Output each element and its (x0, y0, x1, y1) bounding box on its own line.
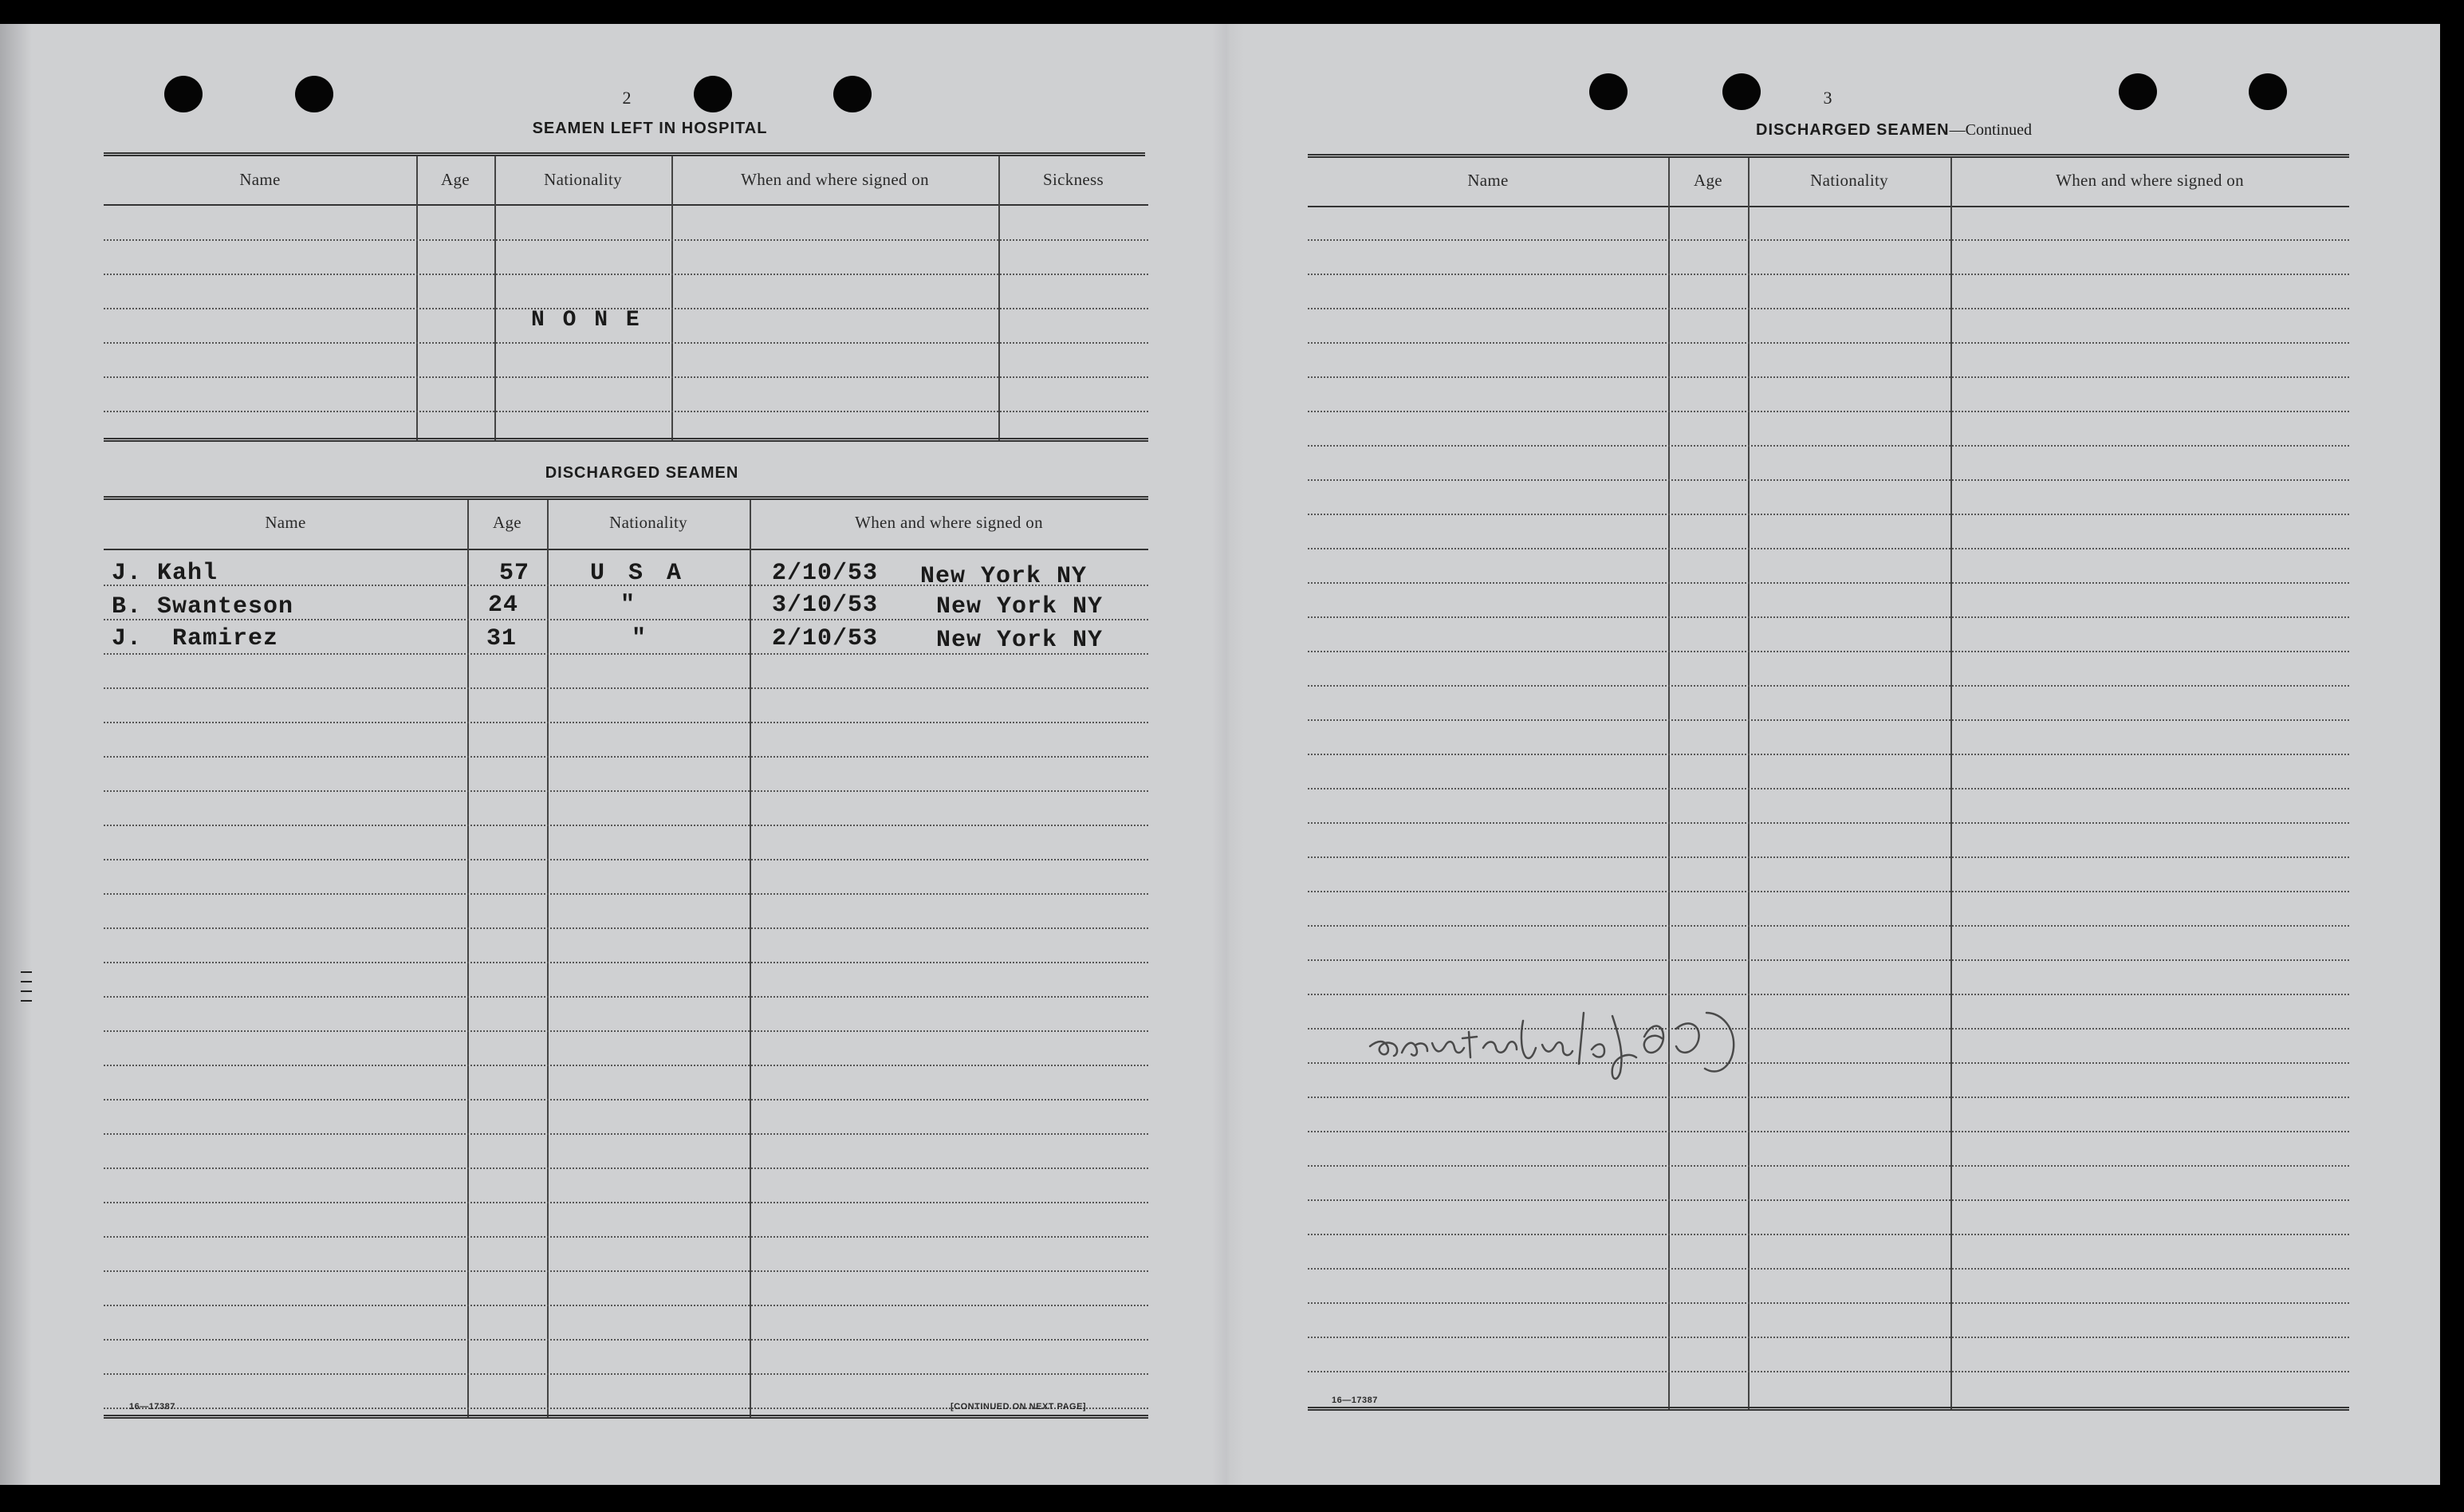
row-line (104, 1373, 1148, 1375)
continued-note: [CONTINUED ON NEXT PAGE] (951, 1402, 1087, 1412)
signed-on-date: 3/10/53 (772, 592, 879, 619)
punch-hole (295, 76, 333, 112)
column-divider (467, 500, 469, 1417)
row-line (104, 687, 1148, 689)
row-line (1308, 376, 2349, 378)
row-line (104, 962, 1148, 963)
table-top-rule (1308, 154, 2349, 158)
column-divider (494, 156, 496, 440)
punch-hole (833, 76, 872, 112)
margin-tick (21, 971, 32, 973)
page-fold (1212, 24, 1244, 1485)
row-line (1308, 411, 2349, 412)
column-header-nationality: Nationality (609, 513, 687, 532)
row-line (104, 927, 1148, 929)
seaman-age: 24 (488, 592, 519, 619)
row-line (1308, 1371, 2349, 1372)
seaman-age: 31 (486, 625, 518, 652)
title-main: DISCHARGED SEAMEN (1756, 121, 1950, 139)
table-top-rule (104, 152, 1145, 156)
discharged-section-title: DISCHARGED SEAMEN (545, 464, 739, 482)
punch-hole (1722, 73, 1761, 110)
row-line (104, 722, 1148, 723)
row-line (1308, 959, 2349, 961)
row-line (104, 1099, 1148, 1101)
column-divider (1668, 158, 1670, 1410)
signed-on-date: 2/10/53 (772, 625, 879, 652)
row-line (1308, 1165, 2349, 1167)
column-header-name: Name (265, 513, 306, 532)
row-line (104, 1305, 1148, 1306)
discharged-continued-title (1515, 121, 2273, 140)
row-line (1308, 856, 2349, 858)
column-divider (1748, 158, 1750, 1410)
row-line (104, 1236, 1148, 1238)
seaman-name: B. Swanteson (112, 593, 294, 620)
row-line (1308, 1097, 2349, 1098)
row-line (1308, 719, 2349, 721)
header-rule (104, 549, 1148, 550)
row-line (104, 1167, 1148, 1169)
paper-edge-shadow (0, 24, 32, 1485)
margin-tick (21, 1000, 32, 1002)
row-line (104, 859, 1148, 860)
row-line (1308, 1337, 2349, 1338)
seaman-name: J. Ramirez (112, 625, 279, 652)
row-line (104, 274, 1148, 275)
none-entry: N O N E (531, 308, 642, 333)
row-line (1308, 445, 2349, 447)
column-divider (416, 156, 418, 440)
row-line (104, 239, 1148, 241)
row-line (104, 790, 1148, 792)
form-number: 16—17387 (129, 1402, 175, 1412)
punch-hole (164, 76, 203, 112)
row-line (104, 756, 1148, 758)
row-line (1308, 994, 2349, 995)
row-line (1308, 685, 2349, 687)
column-header-sickness: Sickness (1043, 170, 1104, 189)
row-line (1308, 514, 2349, 515)
row-line (104, 1202, 1148, 1203)
column-divider (998, 156, 1000, 440)
row-line (1308, 891, 2349, 892)
row-line (1308, 582, 2349, 584)
row-line (1308, 1302, 2349, 1304)
row-line (1308, 925, 2349, 927)
row-line (1308, 239, 2349, 241)
seaman-nationality: U S A (590, 560, 687, 587)
seaman-age: 57 (499, 560, 530, 587)
column-header-age: Age (493, 513, 522, 532)
column-header-signed-on: When and where signed on (741, 170, 929, 189)
row-line (1308, 822, 2349, 824)
table-bottom-rule (1308, 1407, 2349, 1411)
title-suffix: —Continued (1949, 121, 2032, 139)
row-line (1308, 616, 2349, 618)
row-line (104, 342, 1148, 344)
table-top-rule (104, 496, 1148, 500)
row-line (104, 1065, 1148, 1066)
row-line (104, 411, 1148, 412)
row-line (1308, 651, 2349, 652)
hospital-section-title: SEAMEN LEFT IN HOSPITAL (532, 120, 768, 137)
column-divider (671, 156, 673, 440)
document-paper (0, 24, 2440, 1485)
signature-bleed-through (1364, 997, 1794, 1093)
header-rule (104, 204, 1148, 206)
row-line (104, 996, 1148, 998)
signed-on-place: New York NY (936, 627, 1104, 654)
signed-on-place: New York NY (936, 593, 1104, 620)
column-header-signed-on: When and where signed on (855, 513, 1043, 532)
column-header-name: Name (239, 170, 281, 189)
page-number: 2 (622, 88, 632, 108)
row-line (1308, 548, 2349, 549)
column-header-age: Age (1694, 171, 1722, 190)
table-bottom-rule (104, 438, 1148, 442)
page-number: 3 (1823, 88, 1832, 108)
row-line (104, 1030, 1148, 1032)
row-line (1308, 1234, 2349, 1235)
column-header-nationality: Nationality (1810, 171, 1888, 190)
row-line (1308, 1199, 2349, 1201)
seaman-nationality: " (632, 625, 647, 652)
signed-on-date: 2/10/53 (772, 560, 879, 587)
column-header-signed-on: When and where signed on (2056, 171, 2244, 190)
margin-tick (21, 981, 32, 982)
form-number: 16—17387 (1332, 1396, 1378, 1405)
punch-hole (694, 76, 732, 112)
row-line (104, 1339, 1148, 1341)
signed-on-place: New York NY (920, 563, 1088, 590)
column-header-age: Age (441, 170, 470, 189)
column-header-name: Name (1467, 171, 1509, 190)
punch-hole (1589, 73, 1628, 110)
row-line (104, 376, 1148, 378)
seaman-name: J. Kahl (112, 560, 218, 587)
row-line (104, 825, 1148, 826)
row-line (1308, 479, 2349, 481)
row-line (1308, 788, 2349, 789)
column-divider (750, 500, 751, 1417)
header-rule (1308, 206, 2349, 207)
column-header-nationality: Nationality (544, 170, 622, 189)
row-line (104, 893, 1148, 895)
margin-tick (21, 990, 32, 992)
column-divider (547, 500, 549, 1417)
row-line (1308, 754, 2349, 755)
row-line (1308, 1268, 2349, 1270)
row-line (104, 1133, 1148, 1135)
table-bottom-rule (104, 1415, 1148, 1419)
punch-hole (2249, 73, 2287, 110)
punch-hole (2119, 73, 2157, 110)
seaman-nationality: " (620, 592, 636, 619)
row-line (104, 1270, 1148, 1272)
row-line (1308, 342, 2349, 344)
column-divider (1950, 158, 1952, 1410)
row-line (1308, 308, 2349, 309)
row-line (1308, 274, 2349, 275)
row-line (1308, 1131, 2349, 1132)
